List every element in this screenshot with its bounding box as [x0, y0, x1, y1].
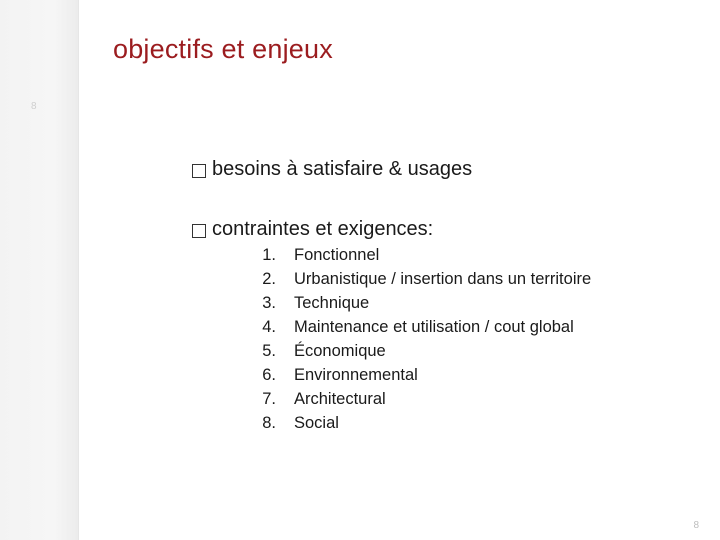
list-item: [240, 339, 591, 363]
list-item-text: Architectural: [294, 390, 386, 408]
list-item: [240, 315, 591, 339]
list-item-number: 7.: [262, 390, 276, 408]
list-item-number: 4.: [262, 318, 276, 336]
list-item: [240, 387, 591, 411]
list-item-number: 3.: [262, 294, 276, 312]
list-item: [240, 291, 591, 315]
list-item-number: 6.: [262, 366, 276, 384]
list-item: [240, 267, 591, 291]
list-item: [240, 363, 591, 387]
slide-title: objectifs et enjeux: [113, 34, 333, 64]
list-item-number: 8.: [262, 414, 276, 432]
list-item-text: Environnemental: [294, 366, 418, 384]
list-item: [240, 411, 591, 435]
list-item-text: Économique: [294, 342, 386, 360]
list-item-text: Social: [294, 414, 339, 432]
list-item-text: Urbanistique / insertion dans un territoire: [294, 270, 592, 288]
bullet-besoins: [192, 158, 472, 181]
list-item: [240, 243, 591, 267]
list-item-text: Fonctionnel: [294, 246, 380, 264]
list-item-text: Technique: [294, 294, 370, 312]
bullet-contraintes: [192, 218, 433, 241]
bullet-text: besoins à satisfaire & usages: [212, 158, 473, 180]
list-item-number: 1.: [262, 246, 276, 264]
checkbox-icon: [192, 164, 206, 178]
list-item-number: 5.: [262, 342, 276, 360]
side-page-number: 8: [31, 101, 37, 112]
checkbox-icon: [192, 224, 206, 238]
requirements-list: [240, 243, 591, 435]
left-side-band: [0, 0, 79, 540]
bullet-text: contraintes et exigences:: [212, 218, 434, 240]
list-item-number: 2.: [262, 270, 276, 288]
footer-page-number: 8: [693, 520, 699, 531]
list-item-text: Maintenance et utilisation / cout global: [294, 318, 574, 336]
